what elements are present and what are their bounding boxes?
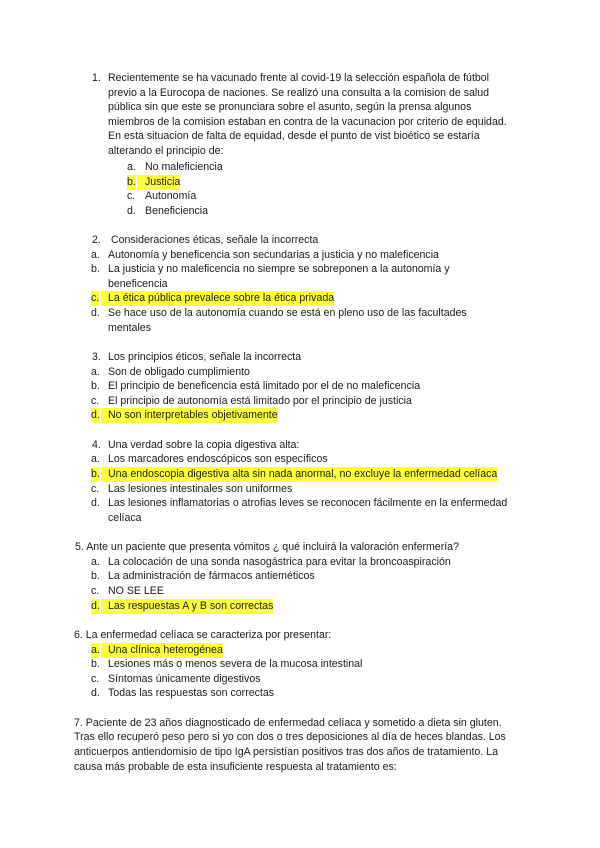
q4-option-a: Los marcadores endoscópicos son específicos [108, 453, 328, 465]
q2-option-d: Se hace uso de la autonomía cuando se está en pleno uso de las facultades [108, 307, 467, 319]
q5-option-b-marker: b. [91, 570, 100, 582]
q3-option-c-marker: c. [91, 395, 100, 407]
q4-option-d-marker: d. [91, 497, 100, 509]
q3-option-b: El principio de beneficencia está limitado por el de no maleficencia [108, 380, 421, 392]
q2-option-a: Autonomía y beneficencia son secundarias a justicia y no maleficencia [108, 249, 439, 261]
q2-option-b-marker: b. [91, 263, 100, 275]
q5-title: 5. Ante un paciente que presenta vómitos ¿ qué incluirá la valoración enfermería? [75, 541, 459, 553]
q4-option-b-marker: b. [91, 468, 100, 480]
q2-option-a-marker: a. [91, 249, 100, 261]
q2-option-c-highlighted: La ética pública prevalece sobre la ética privada [101, 291, 334, 306]
q1-text-line: pública sin que este se pronunciara sobre el asunto, según la prensa algunos [108, 101, 472, 113]
q1-option-d: Beneficiencia [145, 205, 209, 217]
q3-option-a: Son de obligado cumplimiento [108, 366, 250, 378]
q2-title: Consideraciones éticas, señale la incorrecta [111, 234, 319, 246]
q5-option-d-marker: d. [91, 600, 100, 612]
q5-option-d-highlighted: Las respuestas A y B son correctas [101, 599, 273, 614]
q4-title: Una verdad sobre la copia digestiva alta: [108, 439, 300, 451]
q3-option-a-marker: a. [91, 366, 100, 378]
q1-number: 1. [92, 72, 101, 84]
q7-text-line: causa más probable de esta insuficiente respuesta al tratamiento es: [74, 761, 397, 773]
q3-title: Los principios éticos, señale la incorrecta [108, 351, 302, 363]
q3-number: 3. [92, 351, 101, 363]
q6-option-a-marker: a. [91, 644, 100, 656]
q6-option-d: Todas las respuestas son correctas [108, 687, 275, 699]
q2-option-d-cont: mentales [108, 322, 151, 334]
q5-option-c: NO SE LEE [108, 585, 164, 597]
q2-option-d-marker: d. [91, 307, 100, 319]
q6-option-a-highlighted: Una clínica heterogénea [101, 643, 223, 658]
q3-option-c: El principio de autonomía está limitado por el principio de justicia [108, 395, 412, 407]
q5-option-a: La colocación de una sonda nasogástrica para evitar la broncoaspiración [108, 556, 451, 568]
q2-option-b-cont: beneficencia [108, 278, 168, 290]
q6-option-b-marker: b. [91, 658, 100, 670]
q4-option-a-marker: a. [91, 453, 100, 465]
q1-text-line: alterando el principio de: [108, 145, 224, 157]
q2-option-b: La justicia y no maleficencia no siempre se sobreponen a la autonomía y [108, 263, 450, 275]
q1-text-line: miembros de la comision estaban en contra de la vacunacion por criterio de equidad. [108, 116, 507, 128]
q1-text-line: En esta situacion de falta de equidad, desde el punto de vist bioético se estaría [108, 130, 480, 142]
q5-option-c-marker: c. [91, 585, 100, 597]
q1-text-line: Recientemente se ha vacunado frente al covid-19 la selección española de fútbol [108, 72, 490, 84]
q7-text-line: anticuerpos antiendomisio de tipo IgA persistían positivos tras dos años de tratamiento. La [74, 746, 498, 758]
q1-option-d-marker: d. [127, 205, 136, 217]
q6-title: 6. La enfermedad celíaca se caracteriza por presentar: [74, 629, 332, 641]
q1-option-a-marker: a. [127, 161, 136, 173]
q7-text-line: Tras ello recuperó peso pero si yo con dos o tres deposiciones al día de heces blandas. Los [74, 731, 506, 743]
q6-option-b: Lesiones más o menos severa de la mucosa intestinal [108, 658, 363, 670]
q3-option-d-marker: d. [91, 409, 100, 421]
q1-option-a: No maleficiencia [145, 161, 223, 173]
q4-option-d-cont: celíaca [108, 512, 142, 524]
q1-option-c: Autonomía [145, 190, 197, 202]
q7-text-line: 7. Paciente de 23 años diagnosticado de enfermedad celíaca y sometido a dieta sin gluten. [74, 717, 502, 729]
q2-number: 2. [92, 234, 101, 246]
q6-option-d-marker: d. [91, 687, 100, 699]
q3-option-d-highlighted: No son interpretables objetivamente [101, 408, 278, 423]
q4-option-c-marker: c. [91, 483, 100, 495]
q1-text-line: previo a la Eurocopa de naciones. Se realizó una consulta a la comision de salud [108, 87, 490, 99]
q6-option-c-marker: c. [91, 673, 100, 685]
q4-option-d: Las lesiones inflamatorias o atrofias leves se reconocen fácilmente en la enfermedad [108, 497, 508, 509]
q1-option-c-marker: c. [127, 190, 136, 202]
q4-number: 4. [92, 439, 101, 451]
q4-option-b-highlighted: Una endoscopia digestiva alta sin nada anormal, no excluye la enfermedad celíaca [101, 467, 497, 482]
q1-option-b-marker: b. [127, 176, 136, 188]
q2-option-c-marker: c. [91, 292, 100, 304]
q3-option-b-marker: b. [91, 380, 100, 392]
q5-option-a-marker: a. [91, 556, 100, 568]
q6-option-c: Síntomas únicamente digestivos [108, 673, 261, 685]
q1-option-b-highlighted: Justicia [137, 175, 180, 190]
q4-option-c: Las lesiones intestinales son uniformes [108, 483, 293, 495]
q5-option-b: La administración de fármacos antieméticos [108, 570, 315, 582]
